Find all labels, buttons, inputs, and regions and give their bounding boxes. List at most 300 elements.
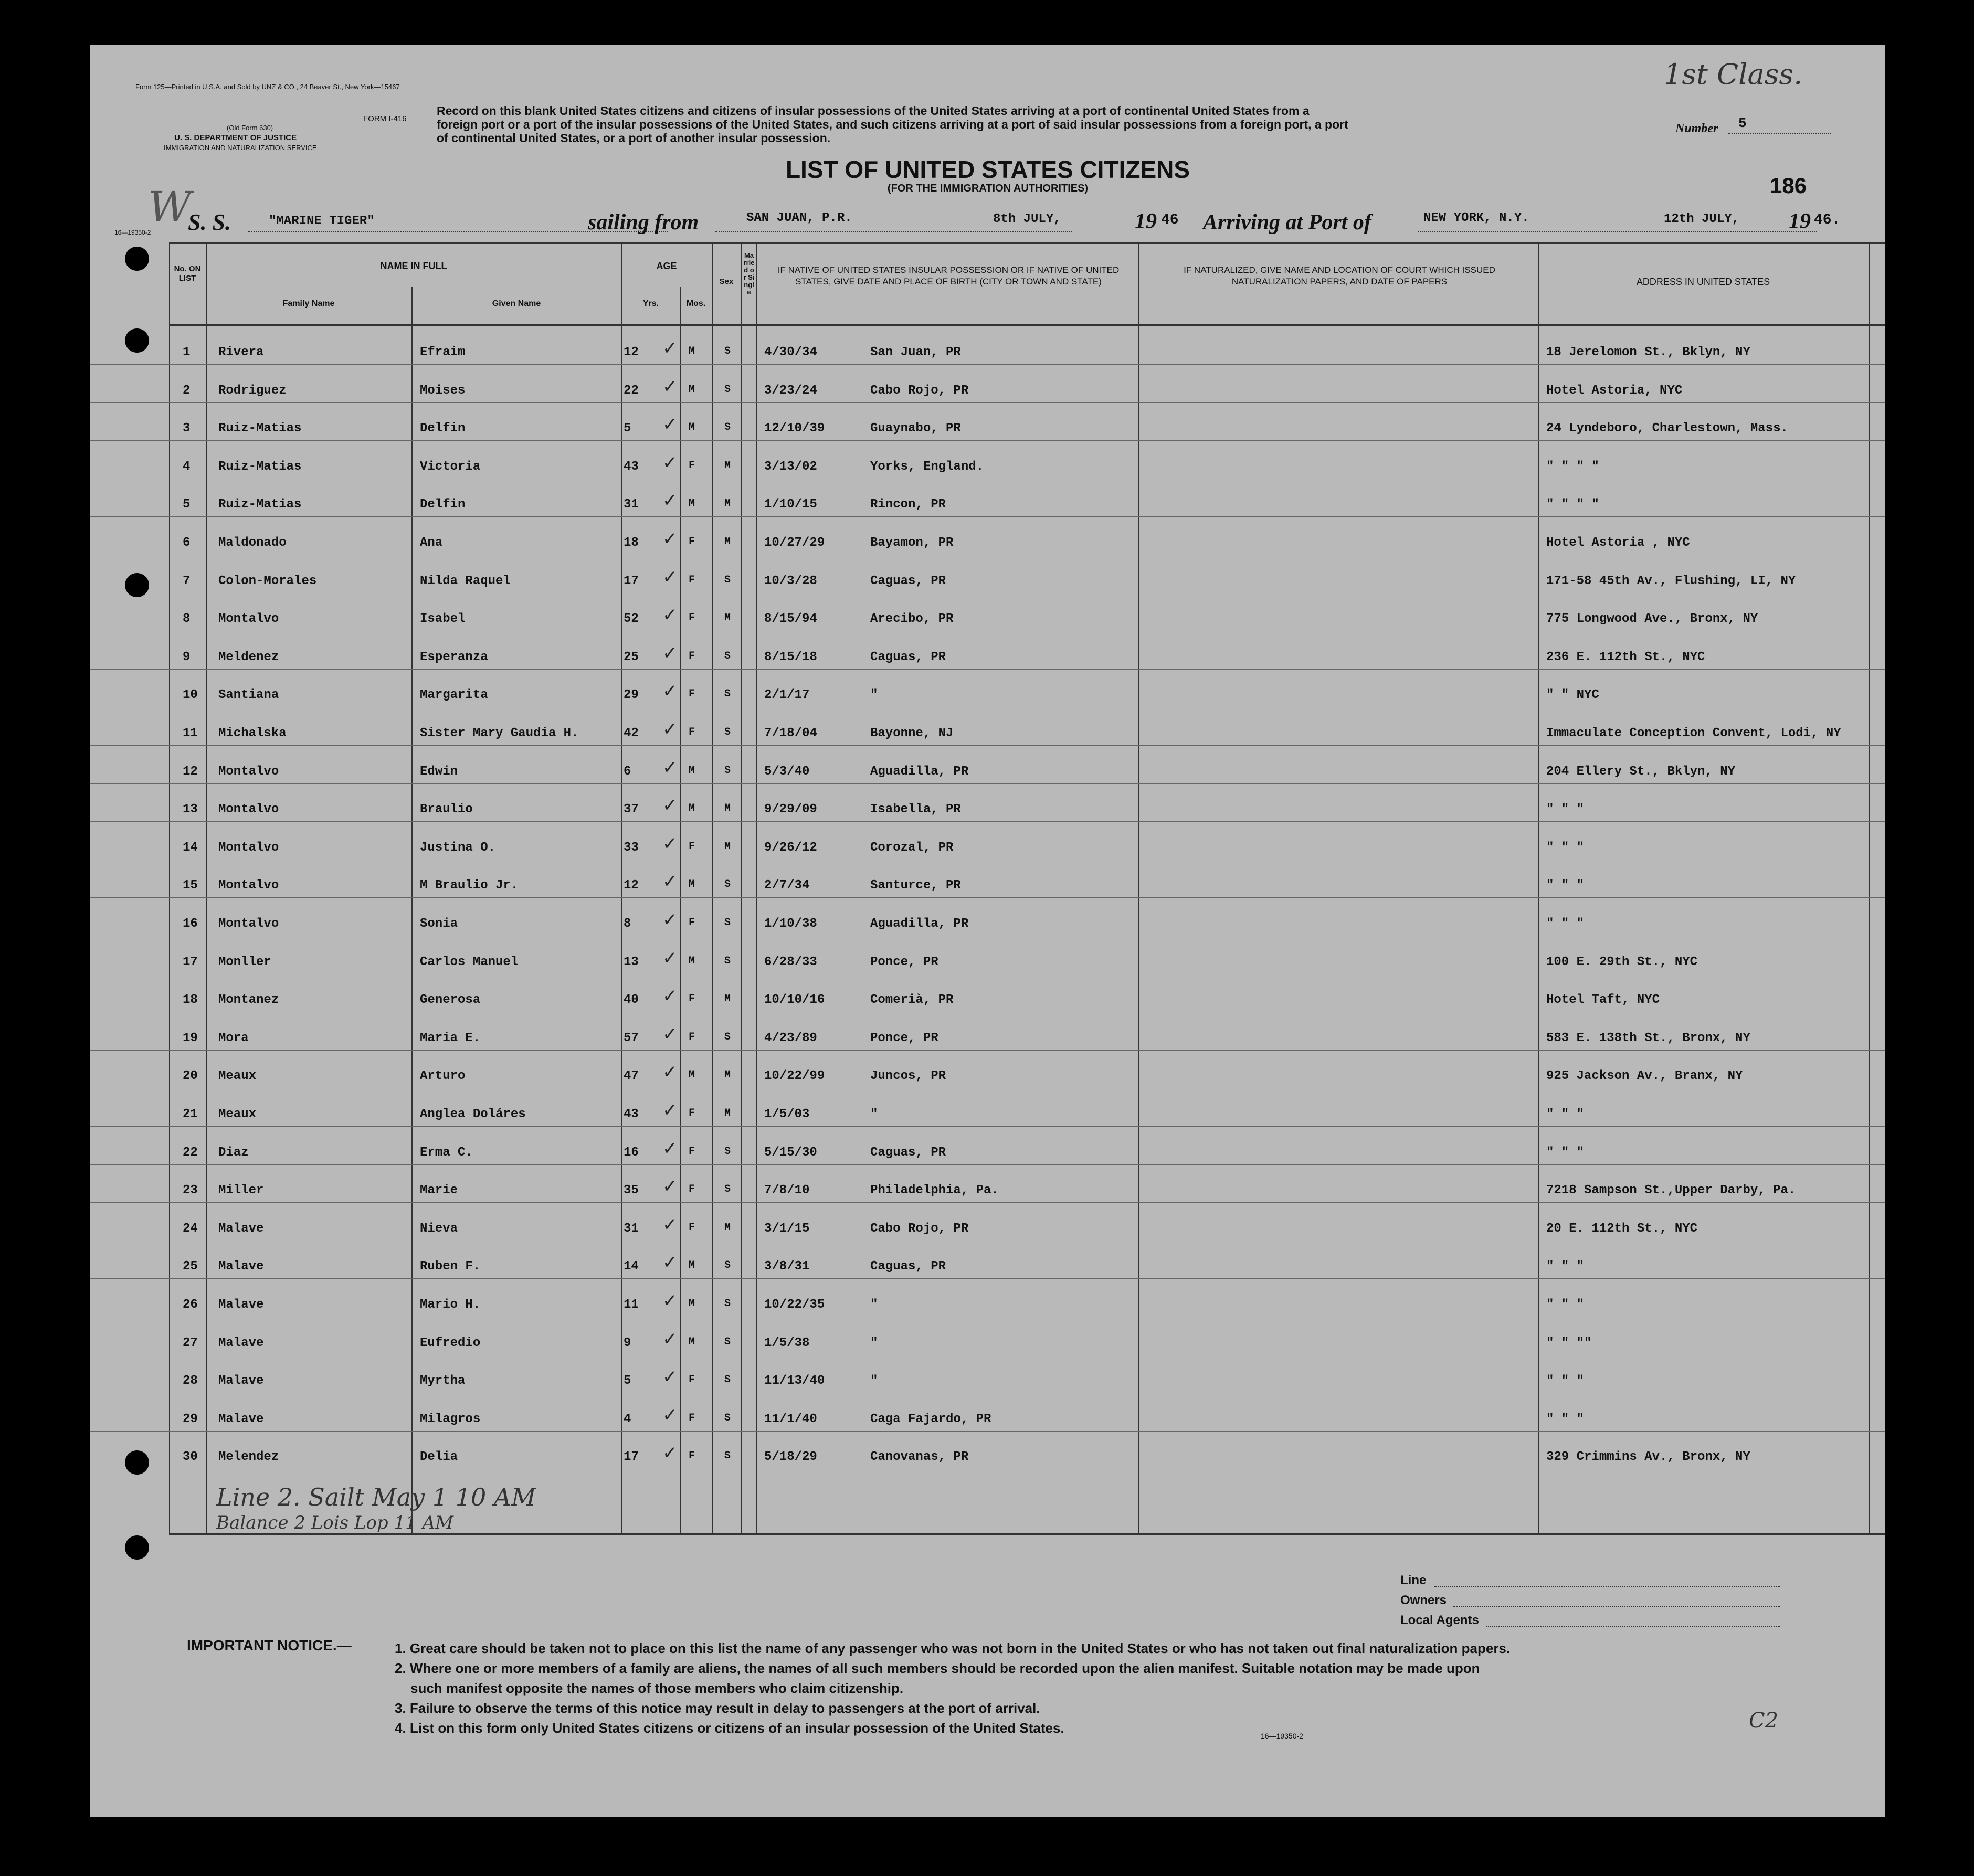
sex: F [689, 840, 695, 853]
table-row [90, 1241, 1885, 1279]
age-years: 35 [624, 1183, 639, 1198]
sail-day: 8th JULY, [993, 212, 1061, 226]
header-no: No. ON LIST [174, 264, 201, 283]
birth-place: Corozal, PR [870, 840, 954, 855]
table-header-bottom [169, 324, 1885, 326]
from-port: SAN JUAN, P.R. [746, 211, 852, 225]
address: 18 Jerelomon St., Bklyn, NY [1546, 345, 1750, 359]
table-row [90, 1127, 1885, 1165]
check-mark-icon: ✓ [662, 1100, 678, 1121]
row-number: 13 [183, 802, 198, 817]
married-single: S [724, 878, 731, 891]
check-mark-icon: ✓ [662, 1176, 678, 1197]
check-mark-icon: ✓ [662, 1062, 678, 1083]
address: 24 Lyndeboro, Charlestown, Mass. [1546, 421, 1788, 436]
from-port-line [715, 231, 1072, 232]
row-number: 27 [183, 1336, 198, 1350]
address: " " " [1546, 1145, 1585, 1160]
married-single: S [724, 574, 731, 586]
address: " " " [1546, 1259, 1585, 1274]
given-name: Sonia [420, 917, 458, 931]
class-note: 1st Class. [1664, 58, 1803, 91]
table-row [90, 746, 1885, 784]
footer-agents-label: Local Agents [1400, 1613, 1479, 1627]
sex: F [689, 612, 695, 624]
handwritten-note-2: Balance 2 Lois Lop 11 AM [216, 1512, 453, 1533]
birth-place: Caga Fajardo, PR [870, 1412, 991, 1426]
sex: F [689, 1412, 695, 1424]
address: " " " [1546, 840, 1585, 855]
married-single: M [724, 536, 731, 548]
sex: F [689, 688, 695, 701]
family-name: Meldenez [218, 650, 279, 664]
header-age: AGE [656, 261, 677, 271]
birth-place: Isabella, PR [870, 802, 961, 817]
family-name: Montalvo [218, 840, 279, 855]
check-mark-icon: ✓ [662, 1328, 678, 1350]
birth-place: " [870, 1374, 878, 1389]
table-row [90, 517, 1885, 555]
number-value: 5 [1738, 115, 1747, 131]
form-number: FORM I-416 [363, 114, 407, 123]
married-single: S [724, 688, 731, 701]
sail-year: 46 [1161, 212, 1179, 228]
row-number: 22 [183, 1145, 198, 1160]
birth-date: 10/22/35 [764, 1298, 825, 1312]
header-address: ADDRESS IN UNITED STATES [1636, 277, 1770, 287]
table-row [90, 1088, 1885, 1127]
birth-date: 11/13/40 [764, 1374, 825, 1389]
number-line [1728, 133, 1831, 134]
old-form: (Old Form 630) [227, 124, 273, 132]
sex: F [689, 1221, 695, 1234]
birth-date: 11/1/40 [764, 1412, 817, 1426]
footer-owners-label: Owners [1400, 1593, 1447, 1607]
married-single: S [724, 1412, 731, 1424]
check-mark-icon: ✓ [662, 833, 678, 854]
birth-date: 1/10/15 [764, 497, 817, 512]
arriving-label: Arriving at Port of [1203, 210, 1371, 235]
given-name: Ruben F. [420, 1259, 481, 1274]
instruction-line: foreign port or a port of the insular possessions of the United States, and such citizens arriving at a port of said insular possessions from a foreign port, a port [437, 118, 1348, 131]
sex: M [689, 1298, 695, 1310]
sex: F [689, 917, 695, 929]
family-name: Montanez [218, 993, 279, 1008]
age-years: 57 [624, 1031, 639, 1045]
family-name: Rodriguez [218, 383, 287, 398]
address: " " NYC [1546, 688, 1599, 703]
age-years: 22 [624, 383, 639, 398]
birth-date: 1/5/03 [764, 1107, 810, 1121]
given-name: Anglea Doláres [420, 1107, 526, 1121]
birth-place: Bayonne, NJ [870, 726, 954, 740]
given-name: Moises [420, 383, 466, 398]
age-years: 5 [624, 421, 631, 436]
row-number: 12 [183, 764, 198, 779]
married-single: S [724, 764, 731, 777]
row-number: 11 [183, 726, 198, 740]
ship-name: "MARINE TIGER" [269, 214, 375, 228]
punch-hole [125, 247, 149, 271]
check-mark-icon: ✓ [662, 1214, 678, 1235]
row-number: 6 [183, 536, 191, 550]
married-single: S [724, 1183, 731, 1196]
family-name: Diaz [218, 1145, 249, 1160]
birth-date: 7/8/10 [764, 1183, 810, 1198]
family-name: Montalvo [218, 878, 279, 893]
row-number: 4 [183, 459, 191, 474]
address: 329 Crimmins Av., Bronx, NY [1546, 1450, 1750, 1465]
age-years: 8 [624, 917, 631, 931]
check-mark-icon: ✓ [662, 490, 678, 512]
row-number: 3 [183, 421, 191, 436]
birth-place: Caguas, PR [870, 650, 946, 664]
footer-owners-blank [1453, 1606, 1780, 1607]
age-years: 13 [624, 955, 639, 969]
header-mos: Mos. [686, 299, 706, 308]
row-number: 29 [183, 1412, 198, 1426]
birth-place: Philadelphia, Pa. [870, 1183, 999, 1198]
table-row [90, 1279, 1885, 1317]
table-row [90, 1317, 1885, 1355]
age-years: 17 [624, 574, 639, 588]
married-single: S [724, 383, 731, 396]
form-title: LIST OF UNITED STATES CITIZENS [785, 156, 1190, 183]
sex: M [689, 345, 695, 357]
birth-date: 3/23/24 [764, 383, 817, 398]
birth-date: 2/1/17 [764, 688, 810, 703]
header-name-in-full: NAME IN FULL [380, 261, 447, 271]
address: Hotel Astoria , NYC [1546, 536, 1690, 550]
married-single: S [724, 1298, 731, 1310]
birth-place: San Juan, PR [870, 345, 961, 359]
given-name: Justina O. [420, 840, 496, 855]
age-years: 16 [624, 1145, 639, 1160]
age-years: 52 [624, 612, 639, 627]
sex: M [689, 383, 695, 396]
family-name: Montalvo [218, 764, 279, 779]
married-single: S [724, 1259, 731, 1272]
check-mark-icon: ✓ [662, 605, 678, 626]
birth-date: 5/15/30 [764, 1145, 817, 1160]
address: 171-58 45th Av., Flushing, LI, NY [1546, 574, 1796, 588]
sex: M [689, 764, 695, 777]
table-row [90, 974, 1885, 1012]
check-mark-icon: ✓ [662, 795, 678, 817]
birth-place: Juncos, PR [870, 1069, 946, 1084]
married-single: M [724, 840, 731, 853]
birth-place: Caguas, PR [870, 574, 946, 588]
married-single: M [724, 993, 731, 1005]
check-mark-icon: ✓ [662, 528, 678, 549]
birth-place: Cabo Rojo, PR [870, 383, 969, 398]
table-row [90, 479, 1885, 517]
row-number: 18 [183, 993, 198, 1008]
row-number: 20 [183, 1069, 198, 1084]
birth-date: 1/5/38 [764, 1336, 810, 1350]
check-mark-icon: ✓ [662, 681, 678, 702]
given-name: Ana [420, 536, 443, 550]
birth-place: " [870, 1298, 878, 1312]
family-name: Ruiz-Matias [218, 459, 302, 474]
given-name: Isabel [420, 612, 466, 627]
birth-date: 6/28/33 [764, 955, 817, 969]
sex: M [689, 955, 695, 967]
birth-place: Aguadilla, PR [870, 764, 969, 779]
service: IMMIGRATION AND NATURALIZATION SERVICE [164, 144, 317, 152]
page-number: 186 [1770, 173, 1807, 198]
family-name: Maldonado [218, 536, 287, 550]
address: 20 E. 112th St., NYC [1546, 1221, 1698, 1236]
check-mark-icon: ✓ [662, 376, 678, 397]
table-row [90, 707, 1885, 746]
form-subtitle: (FOR THE IMMIGRATION AUTHORITIES) [887, 183, 1089, 194]
corner-mark: C2 [1749, 1709, 1779, 1733]
row-number: 14 [183, 840, 198, 855]
sex: F [689, 650, 695, 662]
birth-date: 10/27/29 [764, 536, 825, 550]
address: 583 E. 138th St., Bronx, NY [1546, 1031, 1750, 1045]
birth-date: 8/15/18 [764, 650, 817, 664]
family-name: Ruiz-Matias [218, 497, 302, 512]
arrival-day: 12th JULY, [1664, 212, 1740, 226]
header-sex: Sex [719, 277, 734, 286]
header-family: Family Name [282, 299, 335, 308]
given-name: Mario H. [420, 1298, 481, 1312]
arrival-year-prefix: 19 [1789, 209, 1811, 234]
family-name: Montalvo [218, 612, 279, 627]
birth-date: 3/13/02 [764, 459, 817, 474]
birth-place: Ponce, PR [870, 1031, 938, 1045]
given-name: Generosa [420, 993, 481, 1008]
birth-place: Aguadilla, PR [870, 917, 969, 931]
birth-date: 1/10/38 [764, 917, 817, 931]
address: " " " " [1546, 497, 1599, 512]
family-name: Montalvo [218, 802, 279, 817]
to-port: NEW YORK, N.Y. [1423, 211, 1529, 225]
married-single: S [724, 421, 731, 434]
table-row [90, 898, 1885, 936]
number-label: Number [1675, 122, 1718, 135]
birth-date: 10/3/28 [764, 574, 817, 588]
married-single: M [724, 612, 731, 624]
row-number: 7 [183, 574, 191, 588]
handwritten-note-1: Line 2. Sailt May 1 10 AM [216, 1483, 536, 1511]
age-years: 47 [624, 1069, 639, 1084]
table-row [90, 631, 1885, 670]
married-single: S [724, 1031, 731, 1043]
age-years: 11 [624, 1298, 639, 1312]
given-name: Delfin [420, 421, 466, 436]
address: 236 E. 112th St., NYC [1546, 650, 1705, 664]
address: " " " [1546, 1107, 1585, 1121]
row-number: 2 [183, 383, 191, 398]
table-row [90, 402, 1885, 441]
address: " " " [1546, 878, 1585, 893]
handwritten-initials: W [148, 183, 192, 231]
sex: F [689, 726, 695, 738]
address: 775 Longwood Ave., Bronx, NY [1546, 612, 1758, 627]
birth-place: Ponce, PR [870, 955, 938, 969]
birth-date: 3/8/31 [764, 1259, 810, 1274]
married-single: S [724, 1374, 731, 1386]
married-single: S [724, 1336, 731, 1348]
row-number: 28 [183, 1374, 198, 1389]
birth-place: Comerià, PR [870, 993, 954, 1008]
age-years: 37 [624, 802, 639, 817]
table-row [90, 669, 1885, 707]
row-number: 30 [183, 1450, 198, 1465]
birth-place: " [870, 1336, 878, 1350]
sex: M [689, 421, 695, 434]
table-row [90, 326, 1885, 365]
sex: F [689, 574, 695, 586]
sex: F [689, 1107, 695, 1119]
check-mark-icon: ✓ [662, 566, 678, 588]
row-number: 8 [183, 612, 191, 627]
married-single: S [724, 650, 731, 662]
check-mark-icon: ✓ [662, 1023, 678, 1045]
birth-place: Santurce, PR [870, 878, 961, 893]
given-name: Edwin [420, 764, 458, 779]
family-name: Meaux [218, 1069, 257, 1084]
check-mark-icon: ✓ [662, 871, 678, 893]
address: Hotel Astoria, NYC [1546, 383, 1683, 398]
family-name: Santiana [218, 688, 279, 703]
given-name: Erma C. [420, 1145, 473, 1160]
row-number: 10 [183, 688, 198, 703]
birth-date: 4/23/89 [764, 1031, 817, 1045]
given-name: Esperanza [420, 650, 488, 664]
notice-line: 2. Where one or more members of a family are aliens, the names of all such members should be recorded upon the alien manifest. Suitable notation may be made upon [395, 1660, 1480, 1676]
table-bottom [169, 1533, 1885, 1535]
row-number: 17 [183, 955, 198, 969]
birth-date: 3/1/15 [764, 1221, 810, 1236]
table-row [90, 783, 1885, 822]
age-years: 43 [624, 459, 639, 474]
manifest-sheet [90, 45, 1885, 1817]
family-name: Ruiz-Matias [218, 421, 302, 436]
birth-date: 4/30/34 [764, 345, 817, 359]
birth-place: Arecibo, PR [870, 612, 954, 627]
age-years: 5 [624, 1374, 631, 1389]
sex: F [689, 1031, 695, 1043]
header-birth: IF NATIVE OF UNITED STATES INSULAR POSSESSION OR IF NATIVE OF UNITED STATES, GIVE DATE AND PLACE OF BIRTH (CITY OR TOWN AND STATE) [777, 265, 1120, 287]
married-single: S [724, 1450, 731, 1462]
table-row [90, 1431, 1885, 1469]
family-name: Melendez [218, 1450, 279, 1465]
birth-place: Bayamon, PR [870, 536, 954, 550]
table-row [90, 1355, 1885, 1393]
given-name: Myrtha [420, 1374, 466, 1389]
family-name: Malave [218, 1412, 264, 1426]
family-name: Rivera [218, 345, 264, 359]
address: " " " [1546, 917, 1585, 931]
header-married: Married or Single [743, 251, 755, 296]
row-number: 5 [183, 497, 191, 512]
check-mark-icon: ✓ [662, 757, 678, 778]
age-years: 12 [624, 345, 639, 359]
notice-line: 1. Great care should be taken not to place on this list the name of any passenger who was not born in the United States or who has not taken out final naturalization papers. [395, 1640, 1511, 1656]
given-name: Victoria [420, 459, 481, 474]
birth-place: Caguas, PR [870, 1145, 946, 1160]
row-number: 21 [183, 1107, 198, 1121]
family-name: Monller [218, 955, 271, 969]
age-years: 9 [624, 1336, 631, 1350]
check-mark-icon: ✓ [662, 1443, 678, 1464]
given-name: Carlos Manuel [420, 955, 519, 969]
married-single: M [724, 1107, 731, 1119]
sex: F [689, 1450, 695, 1462]
birth-place: Yorks, England. [870, 459, 984, 474]
address: " " " [1546, 1374, 1585, 1389]
table-row [90, 555, 1885, 593]
notice-line: 4. List on this form only United States citizens or citizens of an insular possession of the United States. [395, 1720, 1064, 1736]
married-single: S [724, 1145, 731, 1158]
row-number: 24 [183, 1221, 198, 1236]
check-mark-icon: ✓ [662, 1252, 678, 1274]
sex: M [689, 1069, 695, 1082]
married-single: M [724, 802, 731, 815]
age-years: 31 [624, 1221, 639, 1236]
address: " " " [1546, 802, 1585, 817]
birth-date: 9/26/12 [764, 840, 817, 855]
sex: F [689, 1145, 695, 1158]
header-given: Given Name [492, 299, 541, 308]
married-single: M [724, 497, 731, 510]
address: 204 Ellery St., Bklyn, NY [1546, 764, 1736, 779]
table-row [90, 936, 1885, 974]
family-name: Malave [218, 1298, 264, 1312]
sex: F [689, 993, 695, 1005]
family-name: Meaux [218, 1107, 257, 1121]
family-name: Colon-Morales [218, 574, 317, 588]
given-name: Nieva [420, 1221, 458, 1236]
printer-line: Form 125—Printed in U.S.A. and Sold by UNZ & CO., 24 Beaver St., New York—15467 [135, 83, 400, 91]
birth-date: 10/10/16 [764, 993, 825, 1008]
footer-agents-blank [1486, 1626, 1780, 1627]
sex: F [689, 1374, 695, 1386]
row-number: 16 [183, 917, 198, 931]
given-name: M Braulio Jr. [420, 878, 519, 893]
table-top [169, 242, 1885, 244]
age-years: 18 [624, 536, 639, 550]
married-single: S [724, 955, 731, 967]
married-single: S [724, 345, 731, 357]
family-name: Malave [218, 1259, 264, 1274]
birth-date: 7/18/04 [764, 726, 817, 740]
family-name: Malave [218, 1336, 264, 1350]
family-name: Malave [218, 1374, 264, 1389]
family-name: Malave [218, 1221, 264, 1236]
row-number: 26 [183, 1298, 198, 1312]
married-single: M [724, 1221, 731, 1234]
check-mark-icon: ✓ [662, 414, 678, 436]
sex: M [689, 1259, 695, 1272]
given-name: Delfin [420, 497, 466, 512]
given-name: Nilda Raquel [420, 574, 511, 588]
row-number: 9 [183, 650, 191, 664]
age-years: 29 [624, 688, 639, 703]
arrival-year: 46. [1814, 212, 1841, 228]
birth-date: 10/22/99 [764, 1069, 825, 1084]
address: " " " [1546, 1298, 1585, 1312]
table-row [90, 441, 1885, 479]
table-row [90, 1050, 1885, 1088]
sex: F [689, 1183, 695, 1196]
table-row [90, 1203, 1885, 1241]
married-single: M [724, 459, 731, 472]
